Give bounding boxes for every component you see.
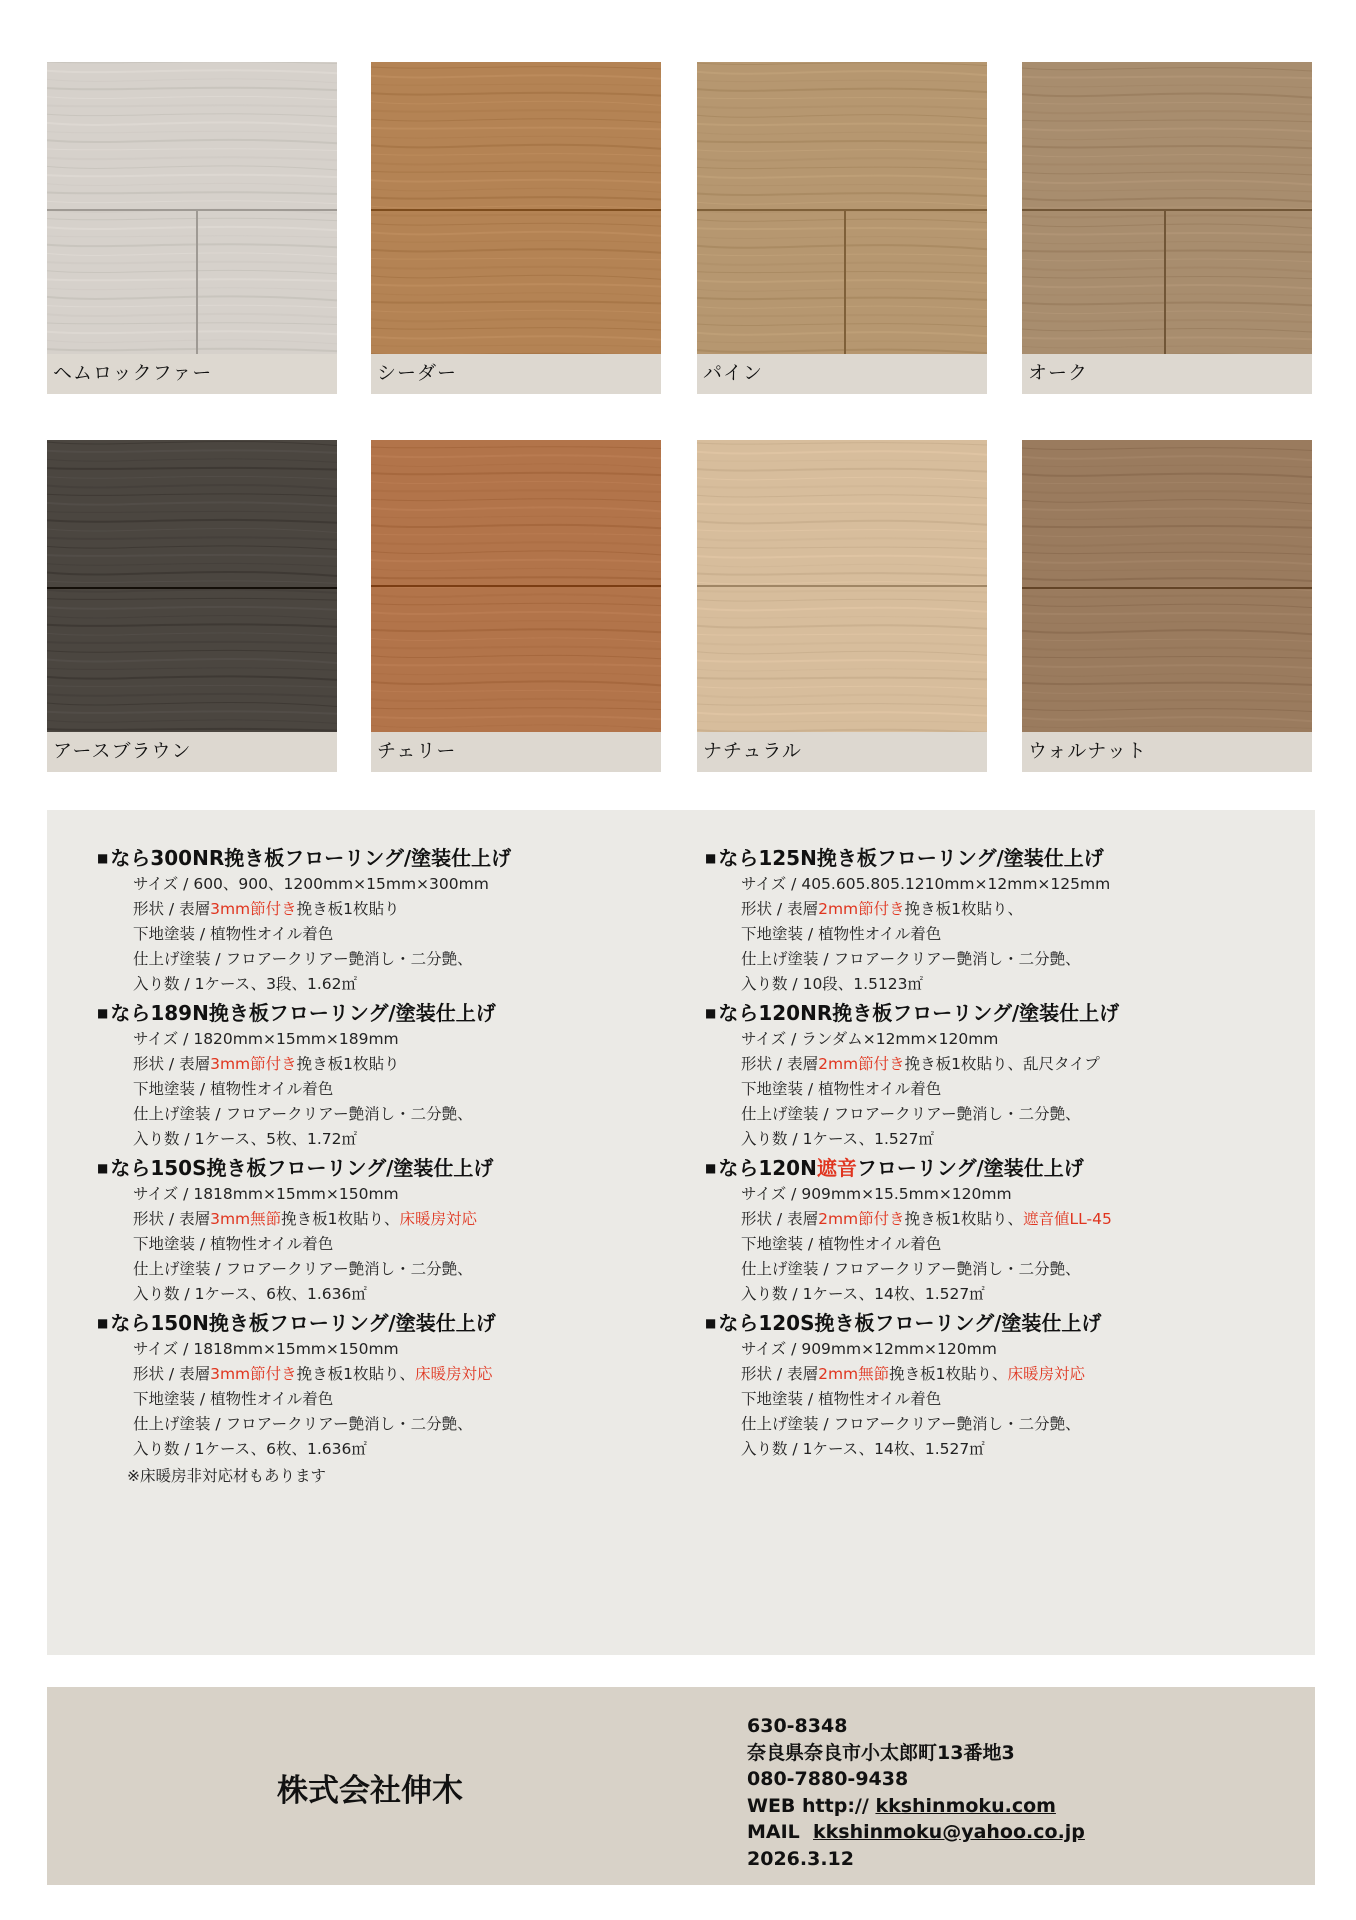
product-title (97, 1154, 511, 1182)
spec-panel (47, 810, 1315, 1655)
product-shape (705, 897, 1119, 922)
product-shape (705, 1362, 1119, 1387)
shape-highlight: 3mm節付き (210, 900, 297, 918)
product-spec (97, 1154, 511, 1307)
shape-highlight: 3mm無節 (210, 1210, 282, 1228)
wood-texture (371, 440, 661, 732)
wood-texture (1022, 62, 1312, 354)
product-base-coat: 下地塗装 / 植物性オイル着色 (741, 1235, 942, 1253)
shape-text: 形状 / 表層 (741, 1055, 819, 1073)
product-title (705, 844, 1119, 872)
product-base-coat: 下地塗装 / 植物性オイル着色 (133, 1080, 334, 1098)
floor-heating-note: ※床暖房非対応材もあります (127, 1467, 326, 1485)
square-bullet-icon: ■ (97, 1006, 109, 1020)
wood-texture (1022, 440, 1312, 732)
product-shape (97, 1207, 511, 1232)
product-quantity: 入り数 / 1ケース、1.527㎡ (741, 1130, 935, 1148)
product-finish-coat: 仕上げ塗装 / フロアークリアー艶消し・二分艶、 (133, 1415, 473, 1433)
product-finish-coat: 仕上げ塗装 / フロアークリアー艶消し・二分艶、 (741, 1105, 1081, 1123)
shape-feature-highlight: 床暖房対応 (1007, 1365, 1086, 1383)
swatch-label: ウォルナット (1022, 732, 1312, 772)
square-bullet-icon: ■ (97, 1316, 109, 1330)
product-finish-coat: 仕上げ塗装 / フロアークリアー艶消し・二分艶、 (741, 1415, 1081, 1433)
shape-text: 挽き板1枚貼り、 (904, 900, 1024, 918)
square-bullet-icon: ■ (705, 1316, 717, 1330)
wood-swatch (371, 62, 661, 394)
product-base-coat: 下地塗装 / 植物性オイル着色 (741, 1390, 942, 1408)
shape-text: 形状 / 表層 (133, 1365, 211, 1383)
product-title-text: なら120N (718, 1156, 817, 1180)
product-quantity: 入り数 / 1ケース、6枚、1.636㎡ (133, 1285, 367, 1303)
product-base-coat: 下地塗装 / 植物性オイル着色 (133, 1235, 334, 1253)
product-title (705, 999, 1119, 1027)
wood-texture (371, 62, 661, 354)
square-bullet-icon: ■ (97, 851, 109, 865)
spec-column-right (705, 844, 1119, 1464)
product-quantity: 入り数 / 1ケース、14枚、1.527㎡ (741, 1440, 985, 1458)
product-spec (97, 999, 511, 1152)
shape-text: 挽き板1枚貼り (296, 900, 400, 918)
shape-text: 形状 / 表層 (741, 1365, 819, 1383)
product-title (97, 844, 511, 872)
product-quantity: 入り数 / 1ケース、6枚、1.636㎡ (133, 1440, 367, 1458)
product-title-text: フローリング/塗装仕上げ (856, 1156, 1084, 1180)
shape-feature-highlight: 床暖房対応 (415, 1365, 493, 1383)
shape-highlight: 3mm節付き (210, 1365, 297, 1383)
product-finish-coat: 仕上げ塗装 / フロアークリアー艶消し・二分艶、 (133, 1105, 473, 1123)
web-label: WEB http:// (747, 1794, 869, 1817)
shape-text: 挽き板1枚貼り、乱尺タイプ (904, 1055, 1100, 1073)
product-spec (97, 844, 511, 997)
product-quantity: 入り数 / 1ケース、5枚、1.72㎡ (133, 1130, 358, 1148)
product-size: サイズ / 600、900、1200mm×15mm×300mm (133, 875, 489, 893)
product-title-text: 挽き板フローリング/塗装仕上げ (832, 1001, 1120, 1025)
product-spec (705, 1309, 1119, 1462)
company-name: 株式会社伸木 (277, 1773, 463, 1809)
swatch-label: チェリー (371, 732, 661, 772)
swatch-label: シーダー (371, 354, 661, 394)
mail-label: MAIL (747, 1821, 800, 1843)
shape-text: 形状 / 表層 (133, 900, 211, 918)
wood-texture (697, 440, 987, 732)
shape-text: 形状 / 表層 (133, 1055, 211, 1073)
product-spec (705, 844, 1119, 997)
square-bullet-icon: ■ (705, 851, 717, 865)
shape-feature-highlight: 床暖房対応 (399, 1210, 478, 1228)
shape-text: 形状 / 表層 (741, 900, 819, 918)
square-bullet-icon: ■ (97, 1161, 109, 1175)
square-bullet-icon: ■ (705, 1006, 717, 1020)
wood-swatch (371, 440, 661, 772)
product-spec (97, 1309, 511, 1462)
square-bullet-icon: ■ (705, 1161, 717, 1175)
shape-feature-highlight: 遮音値LL-45 (1023, 1210, 1112, 1228)
swatch-label: パイン (697, 354, 987, 394)
shape-highlight: 2mm節付き (818, 900, 905, 918)
phone-number: 080-7880-9438 (747, 1768, 909, 1790)
product-title (705, 1309, 1119, 1337)
product-title-text: なら150S挽き板フローリング/塗装仕上げ (110, 1156, 494, 1180)
wood-texture (697, 62, 987, 354)
product-size: サイズ / 405.605.805.1210mm×12mm×125mm (741, 875, 1111, 893)
wood-swatch (697, 62, 987, 394)
wood-texture (47, 440, 337, 732)
product-base-coat: 下地塗装 / 植物性オイル着色 (741, 925, 942, 943)
product-size: サイズ / 1818mm×15mm×150mm (133, 1340, 399, 1358)
contact-info (747, 1713, 1085, 1872)
product-size: サイズ / 909mm×15.5mm×120mm (741, 1185, 1012, 1203)
swatch-label: ナチュラル (697, 732, 987, 772)
spec-column-left (97, 844, 511, 1489)
product-base-coat: 下地塗装 / 植物性オイル着色 (741, 1080, 942, 1098)
wood-swatch (47, 62, 337, 394)
product-size: サイズ / ランダム×12mm×120mm (741, 1030, 999, 1048)
mail-link[interactable]: kkshinmoku@yahoo.co.jp (813, 1821, 1085, 1843)
shape-text: 形状 / 表層 (741, 1210, 819, 1228)
shape-text: 挽き板1枚貼り、 (281, 1210, 400, 1228)
product-title (97, 1309, 511, 1337)
wood-swatch (697, 440, 987, 772)
swatch-label: ヘムロックファー (47, 354, 337, 394)
footer (47, 1687, 1315, 1885)
product-title-text: なら300NR挽き板フローリング/塗装仕上げ (110, 846, 512, 870)
wood-swatch (47, 440, 337, 772)
address: 奈良県奈良市小太郎町13番地3 (747, 1741, 1015, 1764)
swatch-label: オーク (1022, 354, 1312, 394)
product-spec (705, 999, 1119, 1152)
product-finish-coat: 仕上げ塗装 / フロアークリアー艶消し・二分艶、 (133, 1260, 473, 1278)
shape-text: 挽き板1枚貼り、 (904, 1210, 1024, 1228)
web-row (747, 1793, 1085, 1820)
product-shape (97, 1052, 511, 1077)
wood-swatch (1022, 62, 1312, 394)
mail-row (747, 1819, 1085, 1846)
product-shape (705, 1052, 1119, 1077)
product-shape (97, 1362, 511, 1387)
shape-highlight: 2mm節付き (818, 1055, 905, 1073)
shape-text: 挽き板1枚貼り (296, 1055, 400, 1073)
product-size: サイズ / 909mm×12mm×120mm (741, 1340, 997, 1358)
product-title-text: なら120NR (718, 1001, 833, 1025)
wood-swatch (1022, 440, 1312, 772)
product-title-text: なら125N (718, 846, 817, 870)
product-spec (705, 1154, 1119, 1307)
shape-text: 形状 / 表層 (133, 1210, 211, 1228)
shape-text: 挽き板1枚貼り、 (296, 1365, 416, 1383)
issue-date: 2026.3.12 (747, 1847, 854, 1870)
product-title (97, 999, 511, 1027)
product-title-highlight: 遮音 (816, 1156, 857, 1180)
product-size: サイズ / 1818mm×15mm×150mm (133, 1185, 399, 1203)
product-size: サイズ / 1820mm×15mm×189mm (133, 1030, 399, 1048)
product-finish-coat: 仕上げ塗装 / フロアークリアー艶消し・二分艶、 (741, 950, 1081, 968)
shape-highlight: 2mm無節 (818, 1365, 890, 1383)
web-link[interactable]: kkshinmoku.com (875, 1794, 1056, 1817)
postal-code: 630-8348 (747, 1715, 848, 1737)
product-title-text: なら120S (718, 1311, 815, 1335)
product-quantity: 入り数 / 10段、1.5123㎡ (741, 975, 924, 993)
product-title-text: なら189N挽き板フローリング/塗装仕上げ (110, 1001, 496, 1025)
product-quantity: 入り数 / 1ケース、3段、1.62㎡ (133, 975, 358, 993)
product-title (705, 1154, 1119, 1182)
product-title-text: 挽き板フローリング/塗装仕上げ (814, 1311, 1102, 1335)
product-base-coat: 下地塗装 / 植物性オイル着色 (133, 1390, 334, 1408)
product-title-text: なら150N挽き板フローリング/塗装仕上げ (110, 1311, 496, 1335)
shape-highlight: 3mm節付き (210, 1055, 297, 1073)
wood-texture (47, 62, 337, 354)
swatch-label: アースブラウン (47, 732, 337, 772)
shape-highlight: 2mm節付き (818, 1210, 905, 1228)
product-quantity: 入り数 / 1ケース、14枚、1.527㎡ (741, 1285, 985, 1303)
product-shape (97, 897, 511, 922)
product-shape (705, 1207, 1119, 1232)
product-finish-coat: 仕上げ塗装 / フロアークリアー艶消し・二分艶、 (133, 950, 473, 968)
product-title-text: 挽き板フローリング/塗装仕上げ (816, 846, 1104, 870)
product-finish-coat: 仕上げ塗装 / フロアークリアー艶消し・二分艶、 (741, 1260, 1081, 1278)
product-base-coat: 下地塗装 / 植物性オイル着色 (133, 925, 334, 943)
shape-text: 挽き板1枚貼り、 (889, 1365, 1008, 1383)
